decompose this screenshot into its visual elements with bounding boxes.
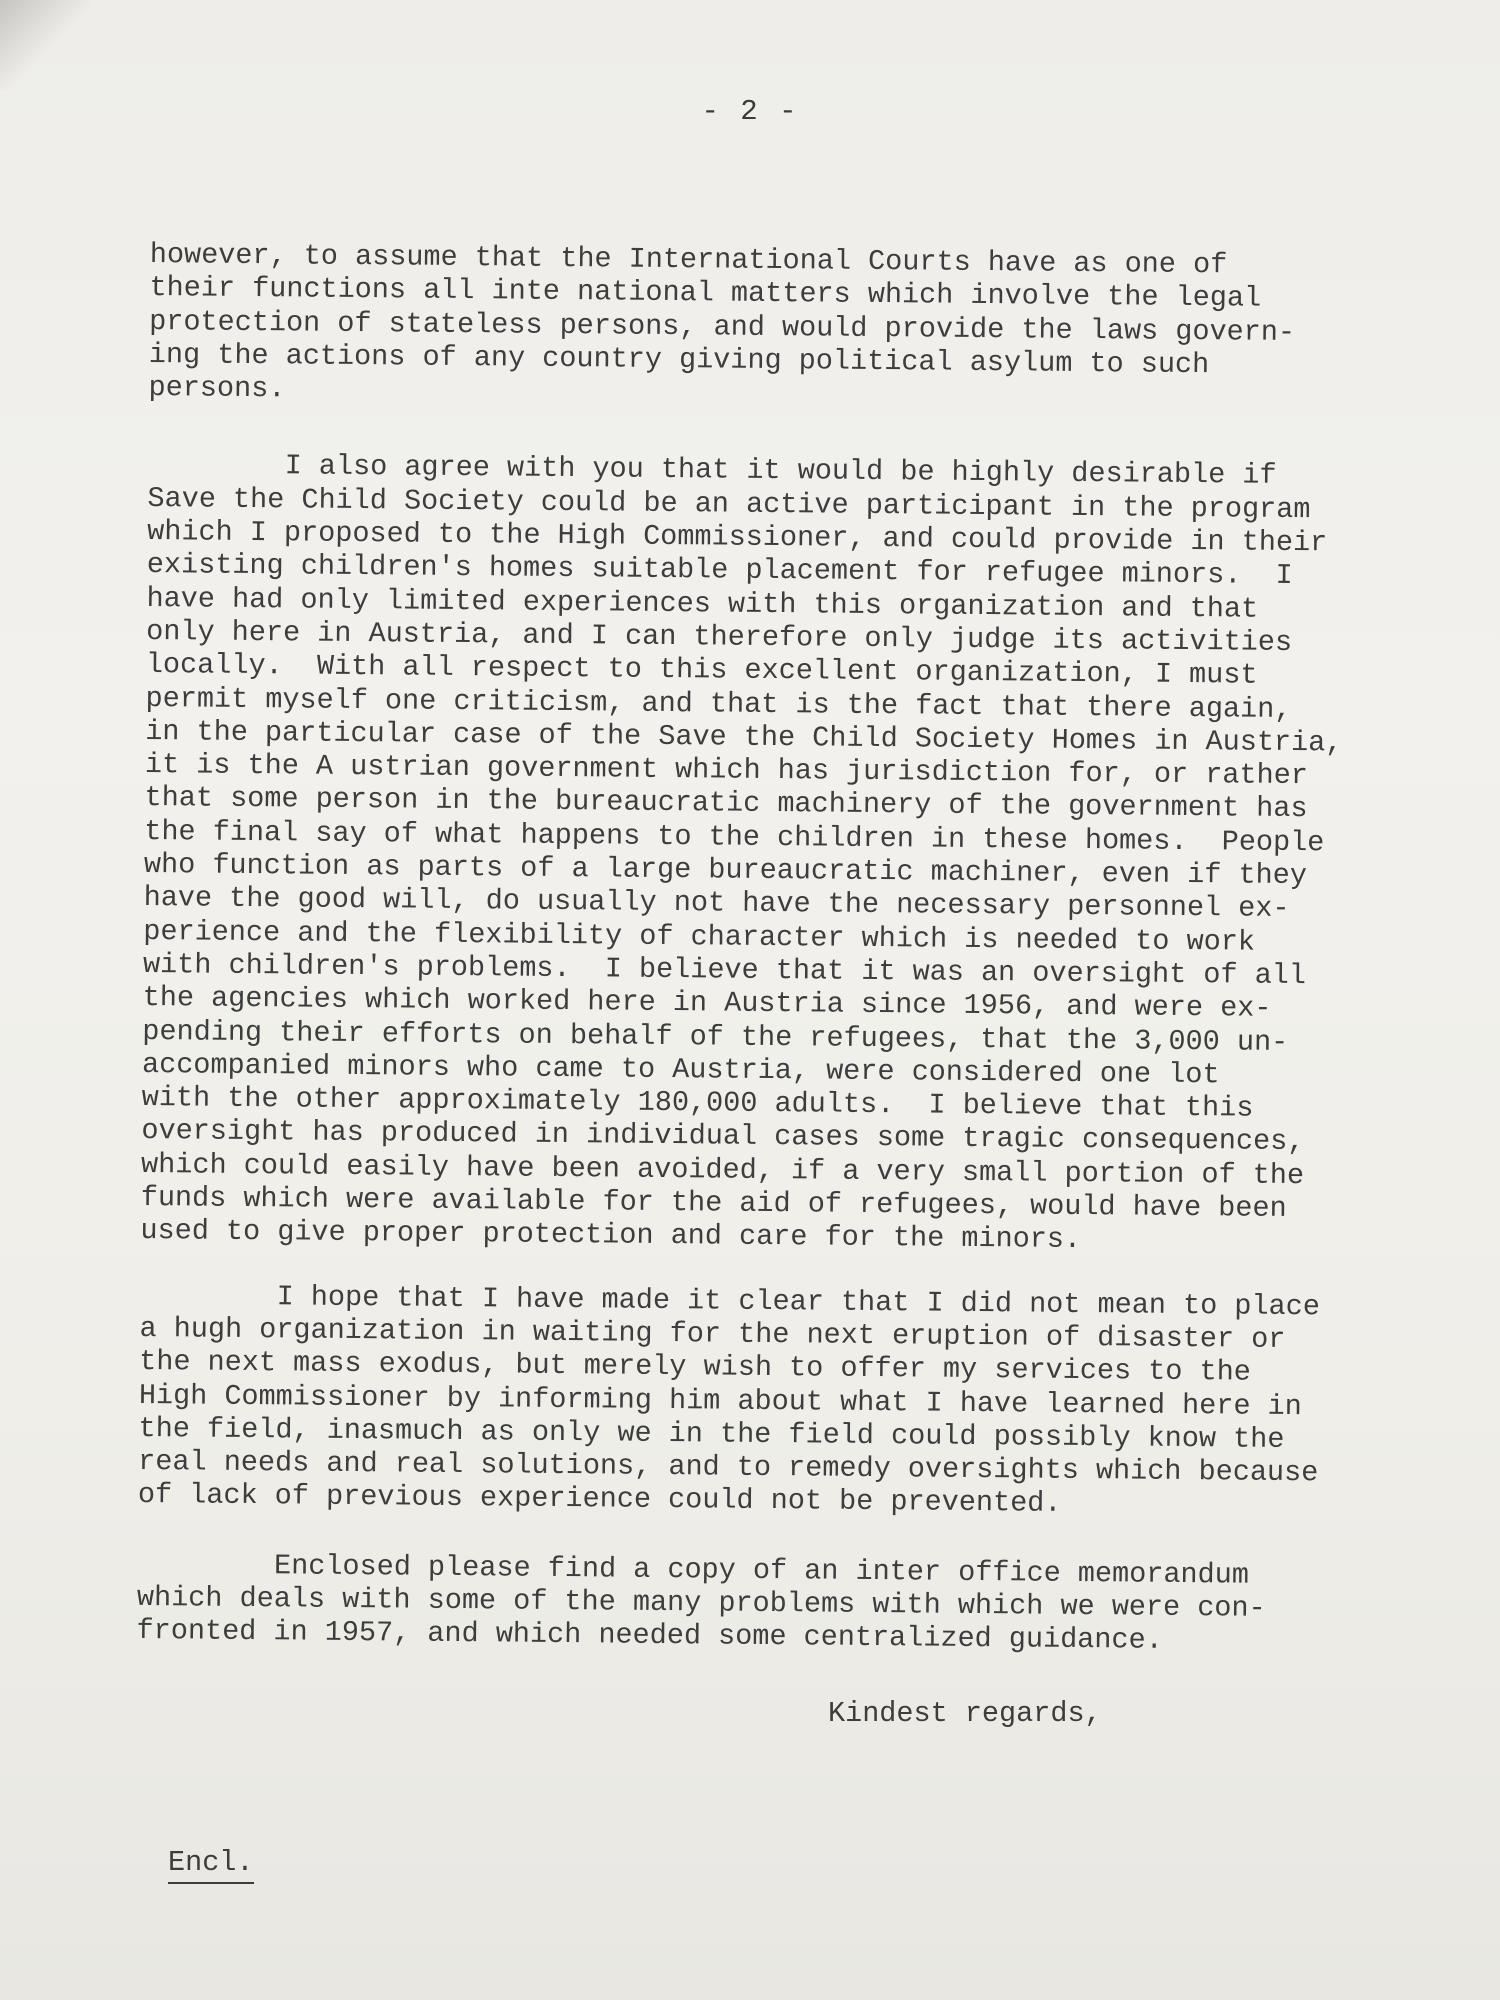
- text-line: it is the A ustrian government which has jurisdiction for, or rather: [144, 748, 1309, 793]
- text-line: oversight has produced in individual cases some tragic consequences,: [141, 1114, 1305, 1159]
- text-line: which could easily have been avoided, if a very small portion of the: [140, 1147, 1305, 1192]
- text-line: which I proposed to the High Commissioner, and could provide in their: [147, 515, 1328, 560]
- text-line: accompanied minors who came to Austria, were considered one lot: [141, 1047, 1220, 1092]
- text-line: of lack of previous experience could not be prevented.: [137, 1478, 1062, 1521]
- folded-corner-shadow: [0, 0, 90, 90]
- text-line: in the particular case of the Save the Child Society Homes in Austria,: [145, 714, 1343, 760]
- text-line: existing children's homes suitable placement for refugee minors. I: [146, 548, 1293, 593]
- text-line: persons.: [148, 371, 286, 406]
- text-line: ing the actions of any country giving political asylum to such: [148, 337, 1210, 382]
- text-line: fronted in 1957, and which needed some centralized guidance.: [136, 1614, 1163, 1658]
- text-line: which deals with some of the many problems with which we were con-: [136, 1580, 1266, 1625]
- text-line: pending their efforts on behalf of the refugees, that the 3,000 un-: [142, 1014, 1289, 1059]
- text-line: however, to assume that the International Courts have as one of: [149, 238, 1228, 282]
- closing-salutation: Kindest regards,: [828, 1697, 1102, 1730]
- paragraph-3: [138, 1279, 1360, 1524]
- text-line: Save the Child Society could be an active participant in the program: [147, 481, 1311, 526]
- text-line: a hugh organization in waiting for the next eruption of disaster or: [139, 1311, 1286, 1356]
- text-line: have had only limited experiences with this organization and that: [146, 581, 1259, 626]
- text-line: the agencies which worked here in Austria since 1956, and were ex-: [142, 981, 1272, 1026]
- text-line: High Commissioner by informing him about what I have learned here in: [138, 1378, 1302, 1423]
- page-number: - 2 -: [701, 95, 799, 128]
- text-line: the field, inasmuch as only we in the field could possibly know the: [138, 1411, 1285, 1456]
- paragraph-1: [148, 238, 1370, 416]
- text-line: real needs and real solutions, and to remedy oversights which because: [138, 1445, 1319, 1490]
- text-line: used to give proper protection and care for the minors.: [140, 1214, 1082, 1257]
- text-line: only here in Austria, and I can therefore only judge its activities: [146, 614, 1293, 659]
- enclosure-note: Encl.: [168, 1846, 254, 1884]
- text-line: funds which were available for the aid of refugees, would have been: [140, 1180, 1287, 1225]
- text-line: the next mass exodus, but merely wish to offer my services to the: [139, 1345, 1252, 1389]
- text-line: the final say of what happens to the children in these homes. People: [144, 814, 1325, 860]
- paragraph-2: [140, 448, 1368, 1259]
- text-line: with children's problems. I believe that it was an oversight of all: [142, 947, 1307, 993]
- text-line: that some person in the bureaucratic machinery of the government has: [144, 781, 1308, 826]
- text-line: protection of stateless persons, and would provide the laws govern-: [149, 304, 1296, 349]
- text-line: who function as parts of a large bureaucratic machiner, even if they: [143, 848, 1308, 893]
- text-line: I hope that I have made it clear that I did not mean to place: [139, 1278, 1321, 1323]
- text-line: Enclosed please find a copy of an inter office memorandum: [137, 1547, 1250, 1592]
- text-line: I also agree with you that it would be highly desirable if: [147, 448, 1277, 493]
- letter-body: [136, 238, 1369, 1659]
- text-line: locally. With all respect to this excellent organization, I must: [145, 648, 1258, 692]
- text-line: permit myself one criticism, and that is the fact that there again,: [145, 681, 1292, 726]
- paragraph-4: [136, 1548, 1357, 1660]
- text-line: with the other approximately 180,000 adults. I believe that this: [141, 1081, 1254, 1125]
- text-line: their functions all inte national matters which involve the legal: [149, 271, 1262, 315]
- text-line: perience and the flexibility of character which is needed to work: [143, 914, 1256, 959]
- text-line: have the good will, do usually not have the necessary personnel ex-: [143, 881, 1290, 926]
